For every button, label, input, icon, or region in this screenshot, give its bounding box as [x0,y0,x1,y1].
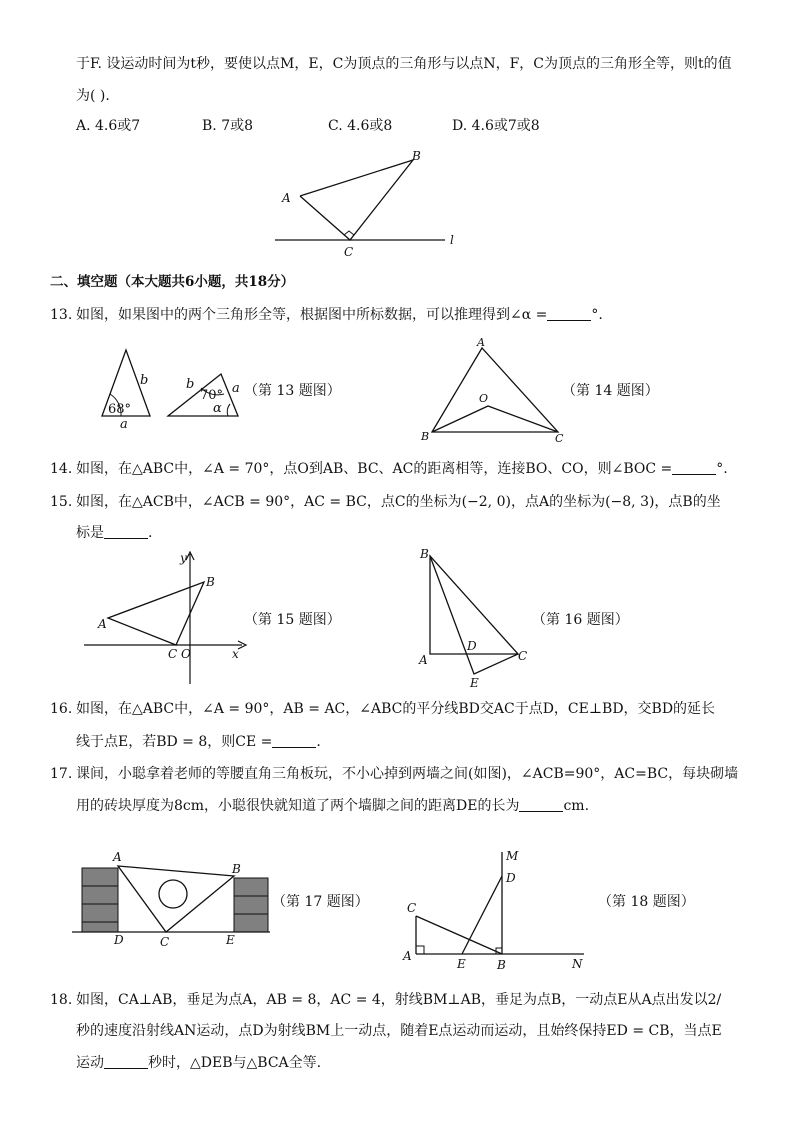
q13-figure [96,344,246,428]
q13-text-after: °. [591,307,603,323]
q15-number: 15. [50,494,73,510]
q16-answer-blank[interactable] [272,733,316,748]
q16-number: 16. [50,701,73,717]
q17-line2 [76,796,589,816]
q13-caption: （第 13 题图） [244,383,341,399]
q17-triangle-hole [159,880,187,908]
q18-label-d: D [506,871,516,885]
q13-label-ang1: 68° [108,402,132,417]
q15-label-y: y [180,551,187,565]
q13-label-b2: b [186,377,195,392]
q14-text-before: 如图，在△ABC中，∠A = 70°，点O到AB、BC、AC的距离相等，连接BO、CO，则∠BOC = [76,461,673,477]
q15-answer-blank[interactable] [104,524,148,539]
q12-option-c: C. 4.6或8 [328,118,393,134]
q14-caption: （第 14 题图） [562,383,659,399]
q13-text-before: 如图，如果图中的两个三角形全等，根据图中所标数据，可以推理得到∠α = [76,307,548,323]
q13-text [76,305,603,325]
q13-label-ang2: 70° [200,388,224,403]
q16-line2 [76,732,321,752]
q14-number: 14. [50,461,73,477]
q15-label-b: B [206,575,215,589]
q18-text-before: 运动 [76,1055,104,1071]
q12-label-l: l [450,233,454,247]
q18-label-b: B [497,958,506,972]
q16-label-c: C [518,649,528,663]
q16-label-e: E [470,676,479,690]
q18-text-after: 秒时，△DEB与△BCA全等. [148,1055,322,1071]
q12-line1: 于F. 设运动时间为t秒，要使以点M，E，C为顶点的三角形与以点N，F，C为顶点的三角形全等，则t的值 [76,56,732,72]
q15-label-o: O [181,647,191,661]
q16-line-be [430,556,518,674]
q17-figure [70,846,274,950]
q14-triangle [432,348,558,432]
q17-label-d: D [114,933,124,947]
q16-label-b: B [420,547,429,561]
q18-label-m: M [506,849,519,863]
q17-label-e: E [226,933,235,947]
q15-label-x: x [232,647,239,661]
q15-line1: 如图，在△ACB中，∠ACB = 90°，AC = BC，点C的坐标为(−2, 0)，点A的坐标为(−8, 3)，点B的坐 [76,494,721,510]
q18-line3 [76,1053,321,1073]
q13-answer-blank[interactable] [547,306,591,321]
q17-caption: （第 17 题图） [272,894,369,910]
q16-label-d: D [467,639,477,653]
q18-caption: （第 18 题图） [598,894,695,910]
q16-line1: 如图，在△ABC中，∠A = 90°，AB = AC，∠ABC的平分线BD交AC于点D，CE⊥BD，交BD的延长 [76,701,716,717]
q14-lines-bo-co [432,406,558,432]
q18-segment-ed [462,876,502,954]
q12-option-b: B. 7或8 [202,118,254,134]
q18-answer-blank[interactable] [104,1054,148,1069]
q18-line1: 如图，CA⊥AB，垂足为点A，AB = 8，AC = 4，射线BM⊥AB，垂足为点B，一动点E从A点出发以2/ [76,992,722,1008]
q15-figure [80,548,250,688]
section-fill-in-title: 二、填空题（本大题共6小题，共18分） [50,274,295,290]
q18-line2: 秒的速度沿射线AN运动，点D为射线BM上一动点，随着E点运动而运动，且始终保持ED = CB，当点E [76,1023,722,1039]
q17-triangle [118,866,234,932]
q15-label-c: C [168,647,178,661]
q14-text-after: °. [716,461,728,477]
q15-text-before: 标是 [76,525,104,541]
q13-number: 13. [50,307,73,323]
q16-caption: （第 16 题图） [532,612,629,628]
q12-line2: 为( ). [76,88,110,104]
q14-answer-blank[interactable] [672,460,716,475]
q12-label-b: B [412,149,421,163]
q18-number: 18. [50,992,73,1008]
q18-label-a: A [403,949,412,963]
q17-number: 17. [50,766,73,782]
q13-label-a2: a [232,381,240,396]
q18-label-e: E [457,957,466,971]
q16-figure [414,544,534,690]
q14-label-o: O [479,392,489,405]
q15-caption: （第 15 题图） [244,612,341,628]
q12-option-a: A. 4.6或7 [76,118,141,134]
q12-option-d: D. 4.6或7或8 [452,118,540,134]
q17-text-before: 用的砖块厚度为8cm，小聪很快就知道了两个墙脚之间的距离DE的长为 [76,798,520,814]
q17-left-wall [82,868,118,932]
q17-line1: 课间，小聪拿着老师的等腰直角三角板玩，不小心掉到两墙之间(如图)，∠ACB=90°，AC=BC，每块砌墙 [76,766,739,782]
q14-label-a: A [477,336,485,349]
q17-label-a: A [113,850,122,864]
q17-right-wall [234,878,268,932]
q16-label-a: A [419,653,428,667]
q12-triangle [300,160,413,240]
q15-label-a: A [98,617,107,631]
q13-label-a1: a [120,417,128,428]
q15-line2 [76,523,152,543]
q17-text-after: cm. [563,798,590,814]
q12-label-a: A [282,191,291,205]
q18-segment-cb [416,916,502,954]
q12-figure [260,146,470,260]
q16-text-before: 线于点E，若BD = 8，则CE = [76,734,273,750]
q18-label-n: N [572,957,583,971]
q16-text-after: . [316,734,321,750]
q18-figure [400,848,590,974]
q15-text-after: . [148,525,153,541]
q13-label-b1: b [140,373,149,388]
q12-label-c: C [344,245,354,259]
q18-label-c: C [407,901,417,915]
q17-label-c: C [160,935,170,949]
q14-label-c: C [555,432,564,445]
q14-label-b: B [421,430,430,443]
q14-text [76,459,728,479]
q13-label-alpha: α [213,401,222,416]
q17-label-b: B [232,862,241,876]
q14-figure [416,334,576,446]
q17-answer-blank[interactable] [519,797,563,812]
